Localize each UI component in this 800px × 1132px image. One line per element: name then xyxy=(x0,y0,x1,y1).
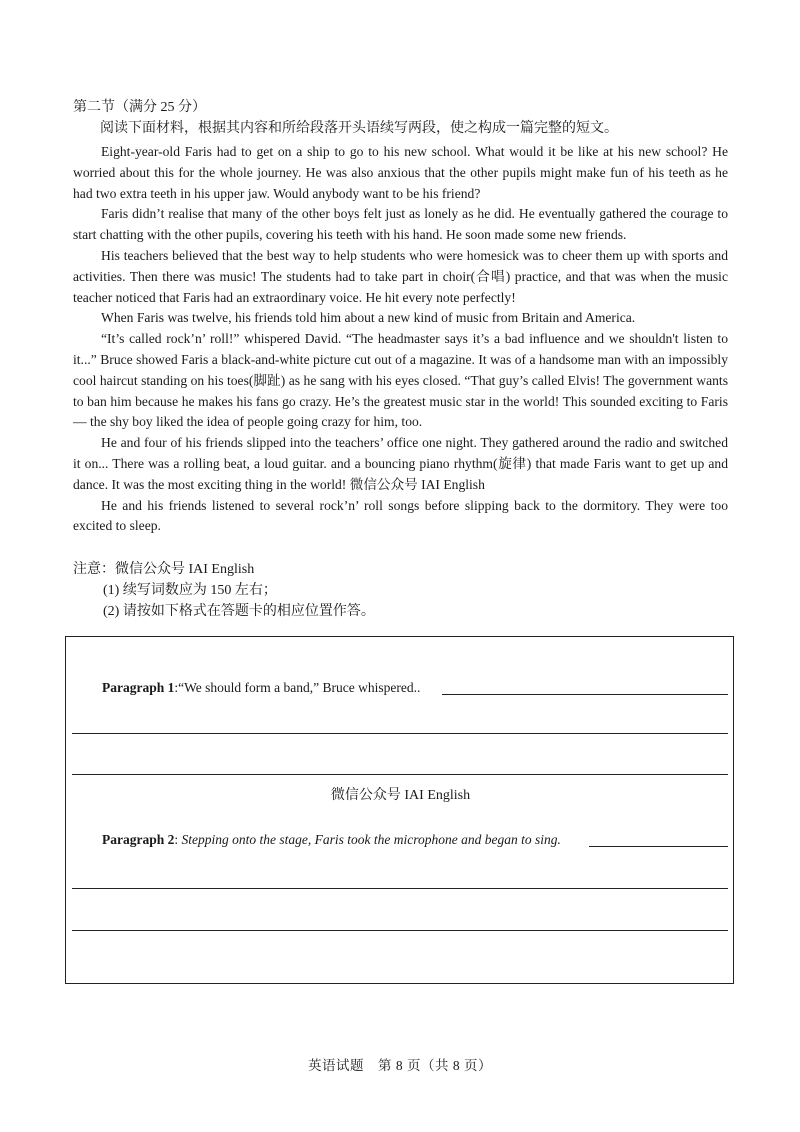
notes-item-word-count: (1) 续写词数应为 150 左右； xyxy=(103,583,277,598)
answer-line[interactable] xyxy=(72,930,728,931)
passage-paragraph: “It’s called rock’n’ roll!” whispered David. “The headmaster says it’s a bad influence and we shouldn't listen to it...” Bruce showed Faris a black-and-white picture cut out of a magazine. It was of a handsome man with an impossibly cool haircut standing on his toes(脚趾) as he sang with his eyes closed. “That guy’s called Elvis! The government wants to ban him because he makes his fans go crazy. He’s the greatest music star in the world! This sounded exciting to Faris — the shy boy liked the idea of people going crazy for him, too. xyxy=(73,331,728,430)
paragraph-1-start: :“We should form a band,” Bruce whispered.. xyxy=(174,680,421,695)
passage-paragraph: His teachers believed that the best way to help students who were homesick was to cheer them up with sports and activities. Then there was music! The students had to take part in choir(合唱) practice, and that was when the music teacher noticed that Faris had an extraordinary voice. He hit every note perfectly! xyxy=(73,247,728,305)
section-title: 第二节（满分 25 分） xyxy=(73,100,206,115)
passage-paragraph: Faris didn’t realise that many of the other boys felt just as lonely as he did. He eventually gathered the courage to start chatting with the other pupils, covering his teeth with his hand. He soon made some new friends. xyxy=(73,206,728,243)
notes-item-format: (2) 请按如下格式在答题卡的相应位置作答。 xyxy=(103,604,375,619)
paragraph-1-prompt xyxy=(102,679,420,697)
passage-paragraph: Eight-year-old Faris had to get on a ship to go to his new school. What would it be like at his new school? He worried about this for the whole journey. He was also anxious that the other pupils might make fun of his teeth as he had two extra teeth in his upper jaw. Would anybody want to be his friend? xyxy=(73,144,728,201)
notes-heading: 注意：微信公众号 IAI English xyxy=(73,562,255,577)
paragraph-2-colon: : xyxy=(174,832,182,847)
paragraph-1-fill-line[interactable] xyxy=(442,694,728,695)
reading-passage xyxy=(73,142,728,537)
answer-box xyxy=(65,636,734,984)
paragraph-2-prompt xyxy=(102,831,561,849)
paragraph-1-label: Paragraph 1 xyxy=(102,680,175,695)
answer-line[interactable] xyxy=(72,888,728,889)
page-footer: 英语试题 第 8 页（共 8 页） xyxy=(308,1058,492,1073)
answer-line[interactable] xyxy=(72,774,728,775)
section-instruction: 阅读下面材料，根据其内容和所给段落开头语续写两段，使之构成一篇完整的短文。 xyxy=(100,121,618,136)
watermark-text: 微信公众号 IAI English xyxy=(330,788,471,803)
paragraph-2-start: Stepping onto the stage, Faris took the microphone and began to sing. xyxy=(181,832,561,847)
passage-paragraph: When Faris was twelve, his friends told him about a new kind of music from Britain and America. xyxy=(101,310,636,326)
notes-section xyxy=(73,559,375,622)
passage-paragraph: He and four of his friends slipped into the teachers’ office one night. They gathered around the radio and switched it on... There was a rolling beat, a loud guitar. and a bouncing piano rhythm(旋律) that made Faris want to get up and dance. It was the most exciting thing in the world! 微信公众号 IAI English xyxy=(73,435,728,492)
paragraph-2-label: Paragraph 2 xyxy=(102,832,175,847)
answer-line[interactable] xyxy=(72,733,728,734)
passage-paragraph: He and his friends listened to several rock’n’ roll songs before slipping back to the dormitory. They were too excited to sleep. xyxy=(73,497,728,534)
paragraph-2-fill-line[interactable] xyxy=(589,846,728,847)
